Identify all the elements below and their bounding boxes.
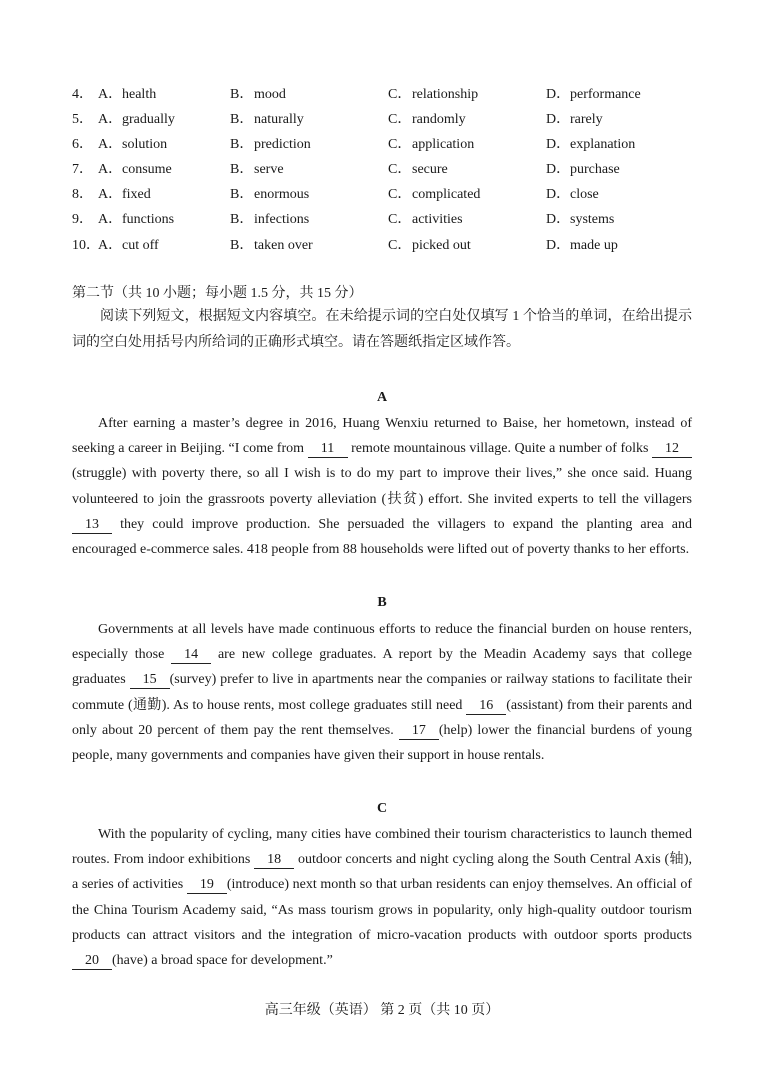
option-row [72, 183, 712, 203]
option-a [98, 234, 159, 254]
option-letter: A． [98, 87, 123, 102]
option-word: picked out [412, 238, 471, 253]
option-letter: C． [388, 238, 412, 253]
section-instructions: 阅读下列短文，根据短文内容填空。在未给提示词的空白处仅填写 1 个恰当的单词，在给出提示词的空白处用括号内所给词的正确形式填空。请在答题纸指定区域作答。 [72, 309, 692, 350]
option-d [546, 108, 603, 128]
passage-b-heading: B [377, 595, 387, 610]
option-d [546, 158, 620, 178]
option-word: infections [254, 212, 310, 227]
option-a [98, 208, 174, 228]
option-row [72, 133, 712, 153]
option-letter: D． [546, 137, 571, 152]
question-number: 8． [72, 187, 93, 202]
option-word: naturally [254, 112, 304, 127]
option-word: cut off [122, 238, 159, 253]
option-b [230, 133, 311, 153]
passage-a-heading: A [376, 390, 388, 405]
option-letter: A． [98, 137, 123, 152]
option-word: activities [412, 212, 463, 227]
option-b [230, 83, 286, 103]
question-number: 4． [72, 87, 93, 102]
option-a [98, 83, 156, 103]
option-word: functions [122, 212, 175, 227]
blank-11: 11 [308, 441, 348, 458]
passage-a-text: After earning a master’s degree in 2016, Huang Wenxiu returned to Baise, her hometown, instead of seeking a career in Beijing. “I come from 11 remote mountainous village. Quite a number of folks 12(struggle) with poverty there, so all I wish is to do my part to improve their lives,” she once said. Huang volunteered to join the grassroots poverty alleviation (扶贫) effort. She invited experts to tell the villagers 13 they could improve production. She persuaded the villagers to expand the planting area and encouraged e-commerce sales. 418 people from 88 households were lifted out of poverty thanks to her efforts. [72, 416, 692, 558]
option-d [546, 208, 614, 228]
option-letter: C． [388, 112, 412, 127]
passage-c-heading: C [376, 801, 388, 816]
option-word: application [412, 137, 475, 152]
option-d [546, 183, 599, 203]
option-a [98, 108, 175, 128]
option-b [230, 158, 284, 178]
blank-12: 12 [652, 441, 692, 458]
option-letter: C． [388, 87, 412, 102]
option-word: gradually [122, 112, 175, 127]
option-word: close [570, 187, 599, 202]
question-number: 6． [72, 137, 93, 152]
option-letter: B． [230, 137, 254, 152]
option-row [72, 108, 712, 128]
question-number: 7． [72, 162, 93, 177]
option-word: health [122, 87, 157, 102]
option-letter: D． [546, 162, 571, 177]
option-letter: B． [230, 212, 254, 227]
option-word: mood [254, 87, 286, 102]
option-letter: B． [230, 112, 254, 127]
option-row [72, 158, 712, 178]
option-c [388, 234, 471, 254]
option-c [388, 183, 480, 203]
option-letter: A． [98, 238, 123, 253]
option-letter: D． [546, 187, 571, 202]
option-word: randomly [412, 112, 466, 127]
question-number: 10． [72, 238, 100, 253]
option-row [72, 208, 712, 228]
option-letter: A． [98, 112, 123, 127]
option-row [72, 234, 712, 254]
option-word: enormous [254, 187, 310, 202]
option-b [230, 108, 304, 128]
option-word: purchase [570, 162, 620, 177]
section-title: 第二节（共 10 小题；每小题 1.5 分，共 15 分） [72, 286, 363, 301]
blank-20: 20 [72, 953, 112, 970]
option-word: solution [122, 137, 168, 152]
option-word: taken over [254, 238, 313, 253]
option-c [388, 108, 466, 128]
page-footer: 高三年级（英语） 第 2 页（共 10 页） [264, 1003, 500, 1018]
option-word: consume [122, 162, 172, 177]
option-word: fixed [122, 187, 151, 202]
option-a [98, 158, 172, 178]
option-word: secure [412, 162, 448, 177]
option-word: rarely [570, 112, 603, 127]
passage-c-text: With the popularity of cycling, many cities have combined their tourism characteristics to launch themed routes. From indoor exhibitions 18 outdoor concerts and night cycling along the South Central Axis (轴), a series of activities 19 (introduce) next month so that urban residents can enjoy themselves. An official of the China Tourism Academy said, “As mass tourism grows in popularity, only high-quality outdoor tourism products can attract visitors and the integration of micro-vacation products with outdoor sports products 20 (have) a broad space for development.” [72, 827, 693, 969]
question-number: 5． [72, 112, 93, 127]
option-letter: D． [546, 212, 571, 227]
option-letter: A． [98, 187, 123, 202]
blank-15: 15 [130, 672, 170, 689]
option-letter: D． [546, 87, 571, 102]
option-letter: C． [388, 137, 412, 152]
option-word: systems [570, 212, 615, 227]
option-word: made up [570, 238, 618, 253]
option-letter: B． [230, 162, 254, 177]
option-word: relationship [412, 87, 479, 102]
option-word: serve [254, 162, 284, 177]
passage-b-text: Governments at all levels have made continuous efforts to reduce the financial burden on house renters, especially those 14 are new college graduates. A report by the Meadin Academy says that college graduates 15 (survey) prefer to live in apartments near the companies or railway stations to facilitate their commute (通勤). As to house rents, most college graduates still need 16 (assistant) from their parents and only about 20 percent of them pay the rent themselves. 17 (help) lower the financial burdens of young people, many governments and companies have given their support in house rentals. [72, 622, 692, 764]
option-letter: B． [230, 238, 254, 253]
blank-14: 14 [171, 647, 211, 664]
option-letter: B． [230, 187, 254, 202]
option-word: performance [570, 87, 641, 102]
option-word: explanation [570, 137, 636, 152]
option-word: prediction [254, 137, 311, 152]
option-letter: D． [546, 112, 571, 127]
option-a [98, 133, 167, 153]
option-d [546, 83, 641, 103]
option-d [546, 234, 618, 254]
blank-18: 18 [254, 852, 294, 869]
blank-16: 16 [466, 698, 506, 715]
option-a [98, 183, 151, 203]
option-b [230, 208, 309, 228]
option-letter: A． [98, 162, 123, 177]
option-row [72, 83, 712, 103]
option-letter: C． [388, 187, 412, 202]
option-d [546, 133, 635, 153]
option-word: complicated [412, 187, 481, 202]
option-letter: C． [388, 162, 412, 177]
blank-19: 19 [187, 877, 227, 894]
option-b [230, 234, 313, 254]
option-b [230, 183, 309, 203]
option-c [388, 133, 474, 153]
blank-13: 13 [72, 517, 112, 534]
option-letter: D． [546, 238, 571, 253]
option-letter: B． [230, 87, 254, 102]
option-c [388, 208, 463, 228]
option-letter: A． [98, 212, 123, 227]
option-c [388, 158, 448, 178]
blank-17: 17 [399, 723, 439, 740]
question-number: 9． [72, 212, 93, 227]
option-c [388, 83, 478, 103]
option-letter: C． [388, 212, 412, 227]
